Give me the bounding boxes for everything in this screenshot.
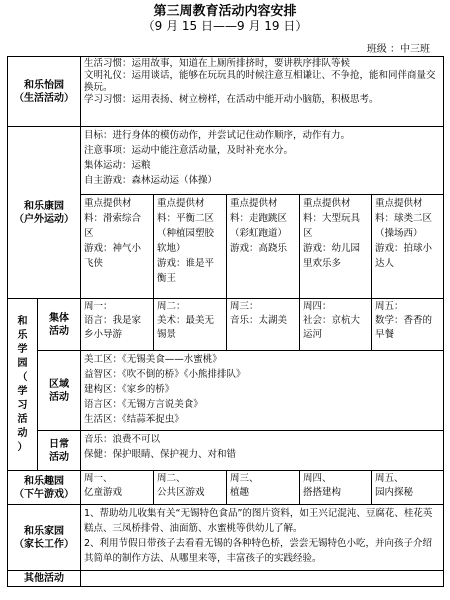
group-activity-label: 集体 活动 bbox=[38, 299, 81, 351]
group-day-5: 周五： 数学：香香的早餐 bbox=[372, 299, 444, 351]
area-puzzle: 益智区：《吹不倒的桥》《小熊排排队》 bbox=[84, 369, 246, 380]
learn-area-row bbox=[8, 351, 444, 431]
group-day-1: 周一： 语言：我是家乡小导游 bbox=[81, 299, 154, 351]
fun-label: 和乐趣园 （下午游戏） bbox=[8, 471, 81, 505]
family-row bbox=[8, 505, 444, 571]
daily-activity-label: 日常 活动 bbox=[38, 431, 81, 471]
health-goal: 目标：进行身体的模仿动作，并尝试记住动作顺序，动作有力。 bbox=[84, 130, 351, 141]
learn-group-row bbox=[8, 299, 444, 351]
other-label: 其他活动 bbox=[8, 571, 81, 587]
other-row bbox=[8, 571, 444, 587]
family-content bbox=[81, 505, 444, 571]
life-content bbox=[81, 57, 444, 127]
health-day-2: 重点提供材料：平衡二区（种植园塑胶软地） 游戏：谁是平衡王 bbox=[154, 195, 227, 299]
family-item-1: 1、帮助幼儿收集有关“无锡特色食品”的图片资料，如王兴记混沌、豆腐花、桂花英糕点、三凤桥排骨、油面筋、水蜜桃等供幼儿了解。 bbox=[84, 508, 433, 534]
health-group: 集体运动：运粮 bbox=[84, 160, 151, 171]
date-range: （9 月 15 日——9 月 19 日） bbox=[142, 19, 308, 33]
daily-activity-content bbox=[81, 431, 444, 471]
fun-row bbox=[8, 471, 444, 505]
family-item-2: 2、利用节假日带孩子去看看无锡的各种特色桥，尝尝无锡特色小吃，并向孩子介绍其简单的制作方法、从哪里来等，丰富孩子的实践经验。 bbox=[84, 538, 433, 564]
life-study: 学习习惯：运用表扬、树立榜样，在活动中能开动小脑筋，积极思考。 bbox=[84, 94, 379, 105]
health-label: 和乐康园 （户外运动） bbox=[8, 127, 81, 299]
health-free: 自主游戏：森林运动运（体操） bbox=[84, 175, 218, 186]
fun-day-1: 周一、 亿童游戏 bbox=[81, 471, 154, 505]
health-day-3: 重点提供材料：走跑跳区（彩虹跑道） 游戏：高跷乐 bbox=[227, 195, 300, 299]
group-day-3: 周三： 音乐：太湖美 bbox=[227, 299, 300, 351]
health-attention: 注意事项：运动中能注意活动量，及时补充水分。 bbox=[84, 145, 294, 156]
health-info-row bbox=[8, 127, 444, 195]
area-build: 建构区：《家乡的桥》 bbox=[84, 384, 175, 395]
learn-label: 和 乐 学 园 （ 学 习 活 动 ） bbox=[8, 299, 38, 471]
health-day-1: 重点提供材料：滑索综合区 游戏：神气小飞侠 bbox=[81, 195, 154, 299]
class-label: 班级 ：中三班 bbox=[366, 44, 430, 55]
life-label: 和乐怡园 （生活活动） bbox=[8, 57, 81, 127]
group-day-2: 周二： 美术：最美无锡景 bbox=[154, 299, 227, 351]
learn-daily-row bbox=[8, 431, 444, 471]
area-activity-label: 区域 活动 bbox=[38, 351, 81, 431]
life-etiquette: 文明礼仪：运用谈话，能够在玩玩具的时候注意互相谦让、不争抢，能和同伴商量交换玩。 bbox=[84, 70, 436, 93]
health-info bbox=[81, 127, 444, 195]
area-activity-content bbox=[81, 351, 444, 431]
life-habit: 生活习惯：运用故事，知道在上厕所排挤时，要讲秩序排队等候 bbox=[84, 58, 351, 69]
fun-day-3: 周三、 植趣 bbox=[227, 471, 300, 505]
health-day-4: 重点提供材料：大型玩具区 游戏：幼儿园里欢乐多 bbox=[300, 195, 372, 299]
fun-day-4: 周四、 搭搭建构 bbox=[300, 471, 372, 505]
fun-day-2: 周二、 公共区游戏 bbox=[154, 471, 227, 505]
health-day-5: 重点提供材料：球类二区（操场西） 游戏：拍球小达人 bbox=[372, 195, 444, 299]
area-life: 生活区：《结蒜苯捉虫》 bbox=[84, 414, 184, 425]
daily-music: 音乐：浪费不可以 bbox=[84, 434, 161, 445]
area-art: 美工区：《无锡美食——水蜜桃》 bbox=[84, 354, 222, 365]
fun-day-5: 周五、 园内探秘 bbox=[372, 471, 444, 505]
family-label: 和乐家园 （家长工作） bbox=[8, 505, 81, 571]
life-row bbox=[8, 57, 444, 127]
area-language: 语言区：《无锡方言说美食》 bbox=[84, 399, 203, 410]
group-day-4: 周四： 社会：京杭大运河 bbox=[300, 299, 372, 351]
schedule-table bbox=[7, 56, 444, 587]
other-content bbox=[81, 571, 444, 587]
page-title: 第三周教育活动内容安排 bbox=[153, 4, 297, 19]
daily-health: 保健：保护眼睛、保护视力、对和错 bbox=[84, 449, 237, 460]
